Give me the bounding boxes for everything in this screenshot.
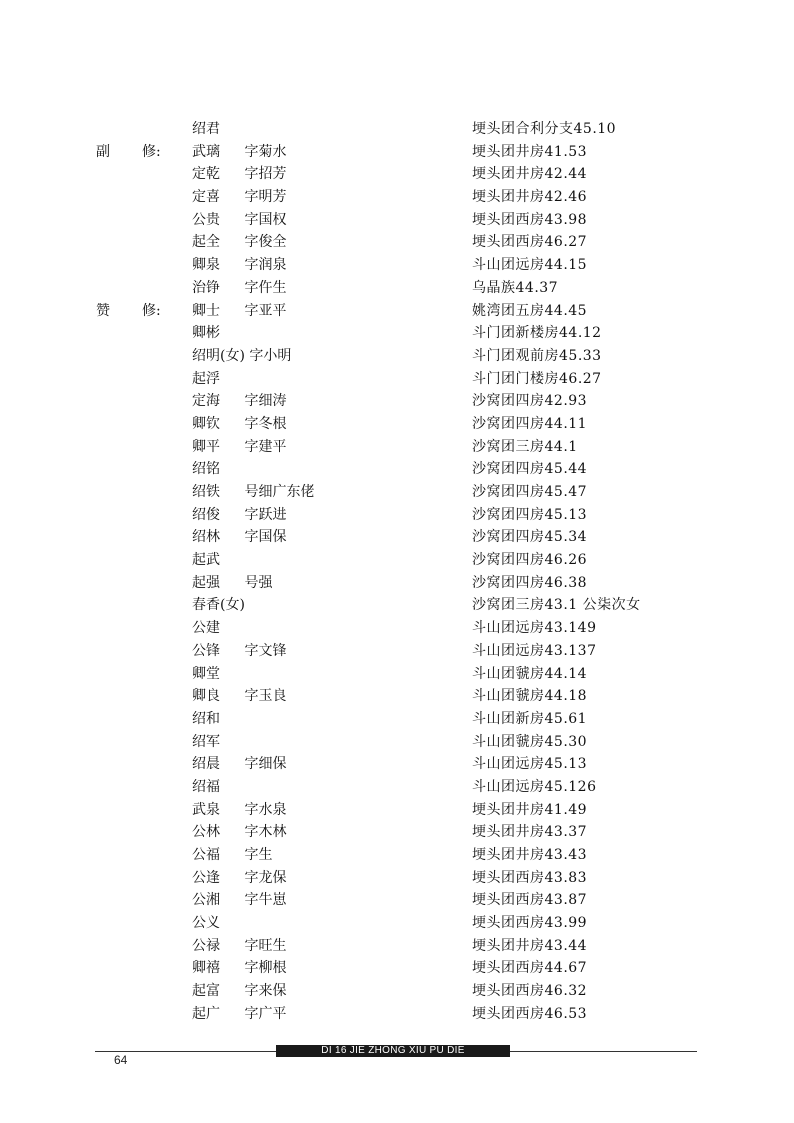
courtesy-name: 字龙保 [244,869,287,886]
list-item [0,912,794,935]
person-name: 绍军 [192,733,220,750]
person-name: 起强 [192,574,220,591]
person-name-cell [192,821,286,844]
list-item [0,526,794,549]
person-name-cell [192,345,291,368]
courtesy-name: 字冬根 [244,415,287,432]
person-name-cell [192,889,286,912]
branch-code: 埂头团西房43.98 [472,211,588,228]
person-name-cell [192,504,286,527]
branch-code: 斗山团虢房44.14 [472,665,588,682]
branch-code: 沙窝团四房45.34 [472,529,588,546]
courtesy-name: 字润泉 [244,257,287,274]
branch-code: 沙窝团四房46.26 [472,552,588,569]
person-name: 定乾 [192,166,220,183]
courtesy-name: 字细涛 [244,393,287,410]
page-number: 64 [114,1053,128,1067]
list-item [0,799,794,822]
person-name: 卿钦 [192,415,220,432]
person-name-cell [192,368,240,391]
list-item [0,753,794,776]
branch-code: 沙窝团四房42.93 [472,393,588,410]
branch-code: 埂头团西房46.53 [472,1005,588,1022]
person-name-cell [192,935,286,958]
branch-code: 埂头团井房41.53 [472,143,588,160]
list-item [0,345,794,368]
person-name: 公建 [192,620,220,637]
courtesy-name: 字招芳 [244,166,287,183]
list-item [0,776,794,799]
list-item [0,481,794,504]
branch-code: 沙窝团四房44.11 [472,415,588,432]
person-name: 卿平 [192,438,220,455]
courtesy-name: 号强 [244,574,273,591]
person-name: 公锋 [192,642,220,659]
list-item [0,844,794,867]
person-name-cell [192,322,240,345]
person-name: 起武 [192,552,220,569]
person-name-cell [192,141,286,164]
branch-code: 埂头团西房44.67 [472,960,588,977]
branch-code: 埂头团井房42.44 [472,166,588,183]
role-label [96,141,161,164]
branch-code: 埂头团井房42.46 [472,189,588,206]
person-name: 绍福 [192,778,220,795]
person-name-cell [192,640,286,663]
person-name: 绍林 [192,529,220,546]
person-name: 公湘 [192,892,220,909]
branch-code: 埂头团井房43.37 [472,824,588,841]
person-name: 公贵 [192,211,220,228]
person-name-cell [192,163,286,186]
branch-code: 斗山团远房45.126 [472,778,597,795]
branch-code: 斗山团虢房44.18 [472,688,588,705]
branch-code: 埂头团合利分支45.10 [472,121,617,137]
courtesy-name: 字亚平 [244,302,287,319]
person-name: 绍和 [192,710,220,727]
branch-code: 沙窝团四房45.47 [472,484,588,500]
person-name-cell [192,731,240,754]
list-item [0,572,794,595]
person-name-cell [192,231,286,254]
branch-code: 埂头团井房41.49 [472,801,588,818]
person-name-cell [192,572,272,595]
person-name: 公林 [192,824,220,841]
list-item [0,957,794,980]
person-name: 绍铭 [192,461,220,478]
list-item [0,549,794,572]
person-name-cell [192,458,240,481]
person-name: 绍明(女) [192,347,245,364]
branch-code: 斗门团门楼房46.27 [472,370,602,387]
branch-code: 斗山团远房43.137 [472,642,597,659]
branch-code: 斗山团远房44.15 [472,257,588,274]
person-name: 定喜 [192,189,220,206]
list-item [0,640,794,663]
branch-code: 沙窝团三房43.1 公柒次女 [472,597,641,614]
person-name-cell [192,776,240,799]
branch-code: 埂头团西房43.99 [472,915,588,932]
person-name-cell [192,753,286,776]
courtesy-name: 字国保 [244,529,287,546]
role-suffix: 修: [142,143,161,160]
list-item [0,300,794,323]
list-item [0,1003,794,1026]
person-name-cell [192,436,286,459]
branch-code: 斗山团远房43.149 [472,620,597,637]
courtesy-name: 字玉良 [244,688,287,705]
person-name-cell [192,186,286,209]
list-item [0,504,794,527]
person-name: 起广 [192,1005,220,1022]
courtesy-name: 字生 [244,847,273,863]
branch-code: 斗门团观前房45.33 [472,347,602,364]
branch-code: 沙窝团三房44.1 [472,438,578,455]
person-name-cell [192,300,286,323]
person-name-cell [192,867,286,890]
person-name: 卿禧 [192,960,220,977]
courtesy-name: 字柳根 [244,960,287,977]
person-name: 公福 [192,847,220,863]
person-name: 定海 [192,393,220,410]
person-name-cell [192,549,240,572]
person-name: 卿良 [192,688,220,705]
branch-code: 沙窝团四房45.13 [472,506,588,523]
list-item [0,731,794,754]
person-name: 公禄 [192,937,220,954]
courtesy-name: 字牛崽 [244,892,287,909]
list-item [0,980,794,1003]
courtesy-name: 字国权 [244,211,287,228]
courtesy-name: 字小明 [249,347,292,364]
list-item [0,254,794,277]
person-name-cell [192,617,240,640]
person-name-cell [192,254,286,277]
person-name-cell [192,912,240,935]
courtesy-name: 字明芳 [244,189,287,206]
branch-code: 姚湾团五房44.45 [472,302,588,319]
role-title: 赞 [96,302,110,319]
footer-title-band: DI 16 JIE ZHONG XIU PU DIE [276,1045,510,1057]
list-item [0,458,794,481]
list-item [0,617,794,640]
person-name-cell [192,844,272,867]
role-title: 副 [96,143,110,160]
person-name: 武泉 [192,801,220,818]
person-name: 公逢 [192,869,220,886]
courtesy-name: 字建平 [244,438,287,455]
branch-code: 埂头团井房43.43 [472,847,588,863]
list-item [0,209,794,232]
branch-code: 乌晶族44.37 [472,279,559,296]
list-item [0,663,794,686]
list-item [0,277,794,300]
person-name-cell [192,481,314,504]
person-name-cell [192,413,286,436]
person-name: 卿泉 [192,257,220,274]
list-item [0,118,794,141]
person-name-cell [192,277,286,300]
person-name-cell [192,118,240,141]
person-name-cell [192,209,286,232]
person-name: 绍晨 [192,756,220,773]
person-name: 起全 [192,234,220,251]
person-name-cell [192,685,286,708]
courtesy-name: 号细广东佬 [244,484,315,500]
branch-code: 斗山团新房45.61 [472,710,588,727]
person-name: 武璃 [192,143,220,160]
list-item [0,708,794,731]
courtesy-name: 字跃进 [244,506,287,523]
person-name-cell [192,390,286,413]
list-item [0,413,794,436]
list-item [0,186,794,209]
person-name: 绍俊 [192,506,220,523]
genealogy-list [0,118,794,1026]
list-item [0,867,794,890]
list-item [0,390,794,413]
person-name: 春香(女) [192,597,245,614]
courtesy-name: 字仵生 [244,279,287,296]
person-name-cell [192,594,245,617]
list-item [0,594,794,617]
courtesy-name: 字菊水 [244,143,287,160]
branch-code: 沙窝团四房45.44 [472,461,588,478]
branch-code: 埂头团西房46.27 [472,234,588,251]
role-suffix: 修: [142,302,161,319]
courtesy-name: 字木林 [244,824,287,841]
list-item [0,436,794,459]
branch-code: 斗山团虢房45.30 [472,733,588,750]
role-label [96,300,161,323]
list-item [0,685,794,708]
courtesy-name: 字俊全 [244,234,287,251]
courtesy-name: 字来保 [244,983,287,1000]
list-item [0,163,794,186]
person-name-cell [192,663,240,686]
person-name: 公义 [192,915,220,932]
list-item [0,368,794,391]
person-name: 绍铁 [192,484,220,500]
list-item [0,141,794,164]
branch-code: 沙窝团四房46.38 [472,574,588,591]
branch-code: 斗门团新楼房44.12 [472,325,602,342]
person-name-cell [192,1003,286,1026]
courtesy-name: 字文锋 [244,642,287,659]
person-name: 卿士 [192,302,220,319]
courtesy-name: 字细保 [244,756,287,773]
person-name: 卿彬 [192,325,220,342]
branch-code: 埂头团西房46.32 [472,983,588,1000]
person-name: 卿堂 [192,665,220,682]
person-name: 起浮 [192,370,220,387]
person-name-cell [192,799,286,822]
branch-code: 埂头团西房43.83 [472,869,588,886]
branch-code: 埂头团井房43.44 [472,937,588,954]
person-name-cell [192,526,286,549]
person-name-cell [192,980,286,1003]
list-item [0,322,794,345]
branch-code: 埂头团西房43.87 [472,892,588,909]
person-name-cell [192,957,286,980]
list-item [0,231,794,254]
courtesy-name: 字广平 [244,1005,287,1022]
person-name-cell [192,708,240,731]
courtesy-name: 字水泉 [244,801,287,818]
person-name: 起富 [192,983,220,1000]
person-name: 绍君 [192,121,220,137]
courtesy-name: 字旺生 [244,937,287,954]
list-item [0,935,794,958]
person-name: 治铮 [192,279,220,296]
list-item [0,821,794,844]
branch-code: 斗山团远房45.13 [472,756,588,773]
list-item [0,889,794,912]
